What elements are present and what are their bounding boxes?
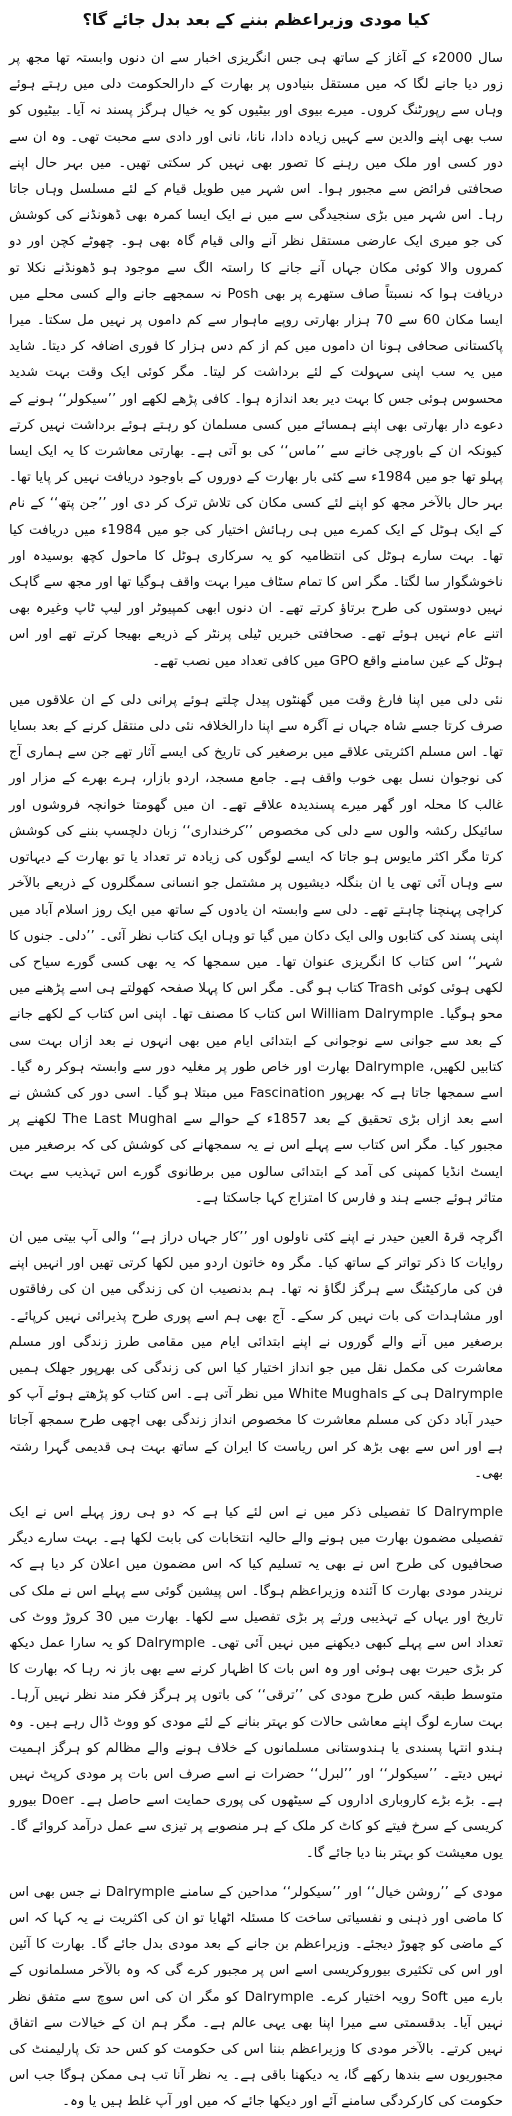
article-paragraph-4: Dalrymple کا تفصیلی ذکر میں نے اس لئے کیا ہے کہ دو ہی روز پہلے اس نے ایک تفصیلی مضمون بھارت میں ہونے والے حالیہ انتخابات کی بابت لکھا ہے۔ بہت سارے دیگر صحافیوں کی طرح اس نے بھی یہ تسلیم کیا کہ اس مضمون میں اعلان کر دیا ہے کہ نریندر مودی بھارت کا آئندہ وزیراعظم ہوگا۔ اس پیشین گوئی سے پہلے اس نے ملک کی تاریخ اور یہاں کے تہذیبی ورثے پر بڑی تفصیل سے لکھا۔ بھارت میں 30 کروڑ ووٹ کی تعداد اس سے پہلے کبھی دیکھنے میں نہیں آئی تھی۔ Dalrymple کو یہ سارا عمل دیکھ کر بڑی حیرت بھی ہوئی اور وہ اس بات کا اظہار کرنے سے بھی باز نہ رہا کہ بھارت کا متوسط طبقہ کس طرح مودی کی ’’ترقی‘‘ کی باتوں پر ہرگز فکر مند نظر نہیں آرہا۔ بہت سارے لوگ اپنے معاشی حالات کو بہتر بنانے کے لئے مودی کو ووٹ ڈال رہے ہیں۔ وہ ہندو انتہا پسندی یا ہندوستانی مسلمانوں کے خلاف ہونے والے مظالم کو ہرگز اہمیت نہیں دیتے۔ ’’سیکولر‘‘ اور ’’لبرل‘‘ حضرات نے اسے صرف اس بات پر مودی کرپٹ نہیں ہے۔ بڑے بڑے کاروباری اداروں کے سیٹھوں کی پوری حمایت اسے حاصل ہے۔ Doer بیورو کریسی کے سرخ فیتے کو کاٹ کر ملک کے ہر منصوبے پر تیزی سے عمل درآمد کروائے گا۔ یوں معیشت کو بہتر بنا دیا جائے گا۔	[9, 1504, 503, 1861]
article-paragraph-5: مودی کے ’’روشن خیال‘‘ اور ’’سیکولر‘‘ مداحین کے سامنے Dalrymple نے جس بھی اس کا ماضی اور ذہنی و نفسیاتی ساخت کا مسئلہ اٹھایا تو ان کی اکثریت نے یہ کہا کہ اس کے ماضی کو چھوڑ دیجئے۔ وزیراعظم بن جانے کے بعد مودی بدل جائے گا۔ بھارت کا آئین اور اس کی تکثیری بیوروکریسی اسے اس پر مجبور کرے گی کہ وہ بالآخر مسلمانوں کے بارے میں Soft رویہ اختیار کرے۔ Dalrymple کو مگر ان کی اس سوچ سے متفق نظر نہیں آیا۔ بدقسمتی سے میرا اپنا بھی یہی عالم ہے۔ مگر ہم ان کے خیالات سے اتفاق نہیں کرتے۔ بالآخر مودی کا وزیراعظم بننا اس کی حکومت کو کس حد تک پارلیمنٹ کی مجبوریوں سے بندھا رکھے گا، یہ دیکھنا باقی ہے۔ یہ نظر آنا تب ہی ممکن ہوگا جب اس حکومت کی کارکردگی سامنے آئے اور دیکھا جائے کہ میں اور آپ غلط ہیں یا وہ۔	[9, 1884, 503, 2110]
article-paragraph-2: نئی دلی میں اپنا فارغ وقت میں گھنٹوں پیدل چلتے ہوئے پرانی دلی کے ان علاقوں میں صرف کرتا جسے شاہ جہاں نے آگرہ سے اپنا دارالخلافہ نئی دلی منتقل کرنے کے بعد بسایا تھا۔ اس مسلم اکثریتی علاقے میں برصغیر کی تاریخ کی ایسے آثار تھے جن سے ہماری آج کی نوجوان نسل بھی خوب واقف ہے۔ جامع مسجد، اردو بازار، ہرے بھرے کے مزار اور غالب کا محلہ اور گھر میرے پسندیدہ علاقے تھے۔ ان میں گھومتا خوانچہ فروشوں اور سائیکل رکشہ والوں سے دلی کی مخصوص ’’کرخنداری‘‘ زبان دلچسپ بننے کی کوشش کرتا مگر اکثر مایوس ہو جاتا کہ ایسے لوگوں کی زیادہ تر تعداد یا تو بھارت کے دیہاتوں سے وہاں آئی تھی یا ان بنگلہ دیشیوں پر مشتمل جو انسانی سمگلروں کے ذریعے بالآخر کراچی پہنچنا چاہتے تھے۔ دلی سے وابستہ ان یادوں کے ساتھ میں ایک روز اسلام آباد میں اپنی پسند کی کتابوں والی ایک دکان میں گیا تو وہاں ایک کتاب نظر آئی۔ ’’دلی۔ جنوں کا شہر‘‘ اس کتاب کا انگریزی عنوان تھا۔ میں سمجھا کہ یہ بھی کسی گورے سیاح کی لکھی ہوئی کوئی Trash کتاب ہو گی۔ مگر اس کا پہلا صفحہ کھولتے ہی اسے پڑھنے میں محو ہوگیا۔ William Dalrymple اس کتاب کا مصنف تھا۔ اپنی اس کتاب کے لکھے جانے کے بعد سے جوانی سے نوجوانی کے ابتدائی ایام میں بھی انہوں نے بعد ازاں بہت سی کتابیں لکھیں، Dalrymple بھارت اور خاص طور پر مغلیہ دور سے وابستہ ہوکر رہ گیا۔ اسے سمجھا جاتا ہے کہ بھرپور Fascination میں مبتلا ہو گیا۔ اسی دور کی کشش نے اسے بعد ازاں بڑی تحقیق کے بعد 1857ء کے حوالے سے The Last Mughal لکھنے پر مجبور کیا۔ مگر اس کتاب سے پہلے اس نے یہ سمجھانے کی کوشش کی کہ برصغیر میں ایسٹ انڈیا کمپنی کی آمد کے ابتدائی سالوں میں برطانوی گورے اس تہذیب سے بہت متاثر ہوئے جسے ہند و فارس کا امتزاج کہا جاسکتا ہے۔	[9, 692, 504, 1206]
article-paragraph-3: اگرچہ قرۃ العین حیدر نے اپنے کئی ناولوں اور ’’کار جہاں دراز ہے‘‘ والی آپ بیتی میں ان روایات کا ذکر تواتر کے ساتھ کیا۔ مگر وہ خاتون اردو میں لکھا کرتی تھیں اور انہیں اپنے فن کی مارکیٹنگ سے ہرگز لگاؤ نہ تھا۔ ہم بدنصیب ان کی زندگی میں ان کی رفاقتوں اور مشاہدات کی بات نہیں کر سکے۔ آج بھی ہم اسے پوری طرح پذیرائی نہیں کرپائے۔ برصغیر میں آنے والے گوروں نے اپنے ابتدائی ایام میں مقامی طرز زندگی اور مسلم معاشرت کی مکمل نقل میں جو انداز اختیار کیا اس کی زندگی کی بھرپور جھلک ہمیں Dalrymple ہی کے White Mughals میں نظر آتی ہے۔ اس کتاب کو پڑھتے ہوئے آپ کو حیدر آباد دکن کی مسلم معاشرت کا مخصوص انداز زندگی بھی اچھی طرح سمجھ آجاتا ہے اور اس سے بھی بڑھ کر اس ریاست کا ایران کے ساتھ بہت ہی قدیمی گہرا رشتہ بھی۔	[9, 1229, 503, 1481]
article-headline: کیا مودی وزیراعظم بننے کے بعد بدل جائے گا؟	[82, 10, 430, 29]
article-paragraph-1: سال 2000ء کے آغاز کے ساتھ ہی جس انگریزی اخبار سے ان دنوں وابستہ تھا مجھ پر زور دیا جانے لگا کہ میں مستقل بنیادوں پر بھارت کے دارالحکومت دلی میں رہتے ہوئے وہاں سے رپورٹنگ کروں۔ میرے بیوی اور بیٹیوں کو یہ خیال ہرگز پسند نہ آیا۔ بیٹیوں کو سب بھی اپنے والدین سے کہیں زیادہ دادا، نانا، نانی اور دادی سے محبت تھی۔ وہ ان سے دور کسی اور ملک میں رہنے کا تصور بھی نہیں کر سکتی تھیں۔ میں بہر حال اپنے صحافتی فرائض سے مجبور ہوا۔ اس شہر میں طویل قیام کے لئے مسلسل وہاں جاتا رہا۔ اس شہر میں بڑی سنجیدگی سے میں نے ایک ایسا کمرہ بھی ڈھونڈنے کی کوشش کی جو میری ایک عارضی مستقل نظر آنے والی قیام گاہ بھی ہو۔ چھوٹے کچن اور دو کمروں والا کوئی مکان جہاں آنے جانے کا راستہ الگ سے موجود ہو ڈھونڈنے نکلا تو دریافت ہوا کہ نسبتاً صاف ستھرے پر بھی Posh نہ سمجھے جانے والے کسی محلے میں ایسا مکان 60 سے 70 ہزار بھارتی روپے ماہوار سے کم داموں پر نہیں مل سکتا۔ میرا پاکستانی صحافی ہونا ان داموں میں کم از کم دس ہزار کا فوری اضافہ کر دیتا۔ شاید میں یہ سب اپنی سہولت کے لئے برداشت کر لیتا۔ مگر کوئی ایک وقت بہت شدید محسوس ہوئی جس کا بہت دیر بعد اندازہ ہوا۔ کافی پڑھے لکھے اور ’’سیکولر‘‘ ہونے کے دعوے دار بھارتی بھی اپنے ہمسائے میں کسی مسلمان کو رہتے ہوئے برداشت نہیں کرتے کیونکہ ان کے باورچی خانے سے ’’ماس‘‘ کی بو آتی ہے۔ بھارتی معاشرت کا یہ ایک ایسا پہلو تھا جو میں 1984ء سے کئی بار بھارت کے دوروں کے باوجود دریافت نہیں کر پایا تھا۔ بہر حال بالآخر مجھ کو اپنے لئے کسی مکان کی تلاش ترک کر دی اور ’’جن پتھ‘‘ کے نام کے ایک ہوٹل کے ایک کمرے میں ہی رہائش اختیار کی جو میں 1984ء میں دریافت کیا تھا۔ بہت سارے ہوٹل کی انتظامیہ کو یہ سرکاری ہوٹل کا ماحول کچھ بوسیدہ اور ناخوشگوار سا لگتا۔ مگر اس کا تمام سٹاف میرا بہت واقف ہوگیا تھا اور مجھ سے گاہک نہیں دوستوں کی طرح برتاؤ کرتے تھے۔ ان دنوں ابھی کمپیوٹر اور لیپ ٹاپ وغیرہ بھی اتنے عام نہیں ہوئے تھے۔ صحافتی خبریں ٹیلی پرنٹر کے ذریعے بھیجا کرتے تھے اور اس ہوٹل کے عین سامنے واقع GPO میں کافی تعداد میں نصب تھے۔	[9, 51, 504, 669]
